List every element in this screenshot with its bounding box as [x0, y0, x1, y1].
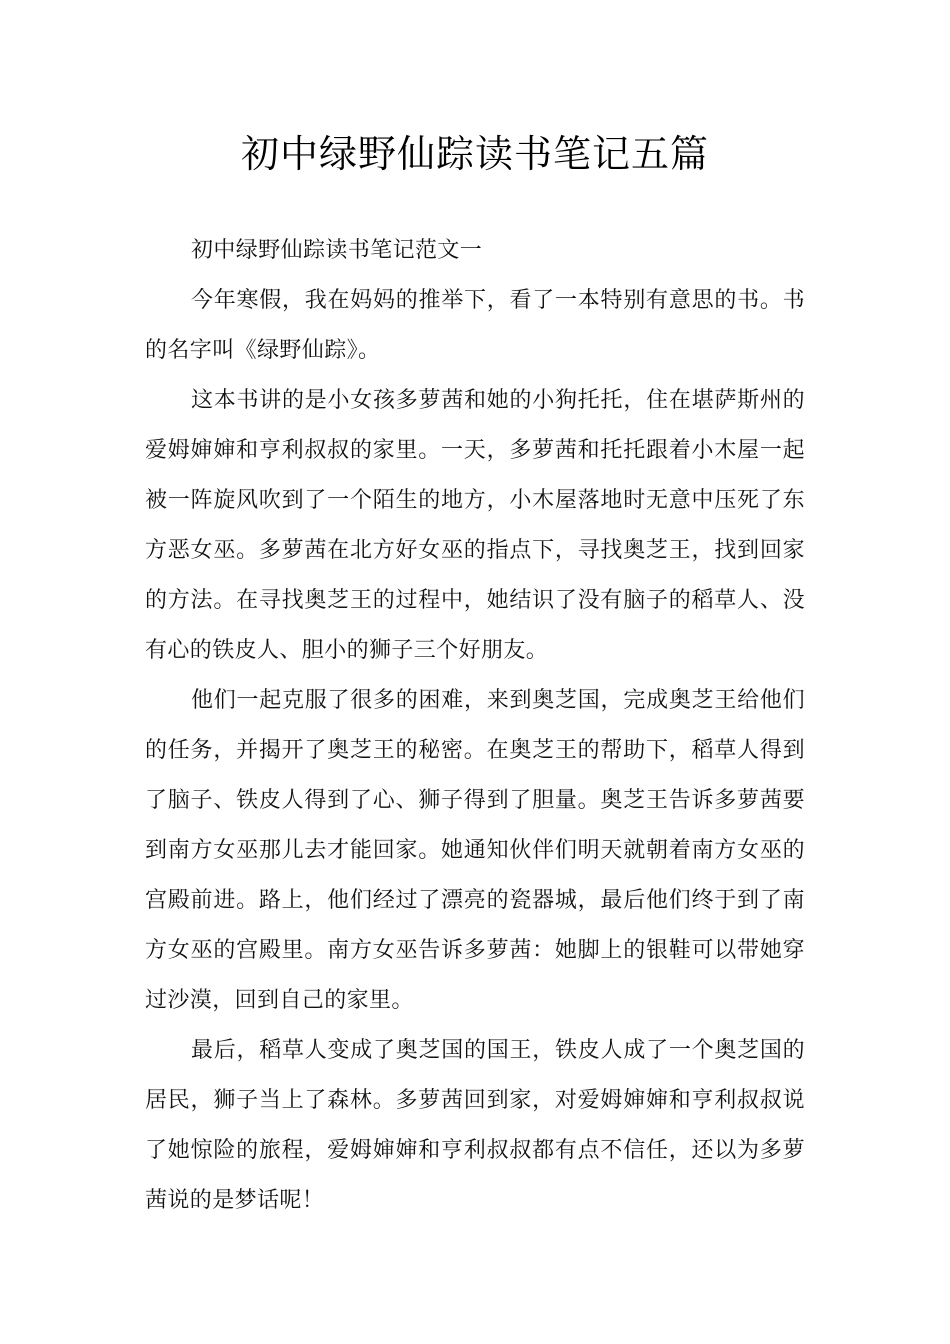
paragraph-3: 他们一起克服了很多的困难，来到奥芝国，完成奥芝王给他们的任务，并揭开了奥芝王的秘密。在奥芝王的帮助下，稻草人得到了脑子、铁皮人得到了心、狮子得到了胆量。奥芝王告诉多萝茜要到南方女巫那儿去才能回家。她通知伙伴们明天就朝着南方女巫的宫殿前进。路上，他们经过了漂亮的瓷器城，最后他们终于到了南方女巫的宫殿里。南方女巫告诉多萝茜：她脚上的银鞋可以带她穿过沙漠，回到自己的家里。 — [145, 688, 805, 1013]
paragraph-2: 这本书讲的是小女孩多萝茜和她的小狗托托，住在堪萨斯州的爱姆婶婶和亨利叔叔的家里。一天，多萝茜和托托跟着小木屋一起被一阵旋风吹到了一个陌生的地方，小木屋落地时无意中压死了东方恶女巫。多萝茜在北方好女巫的指点下，寻找奥芝王，找到回家的方法。在寻找奥芝王的过程中，她结识了没有脑子的稻草人、没有心的铁皮人、胆小的狮子三个好朋友。 — [145, 388, 805, 663]
section-heading: 初中绿野仙踪读书笔记范文一 — [191, 238, 483, 263]
document-title: 初中绿野仙踪读书笔记五篇 — [240, 132, 709, 176]
paragraph-1: 今年寒假，我在妈妈的推举下，看了一本特别有意思的书。书的名字叫《绿野仙踪》。 — [145, 288, 805, 363]
document-body — [145, 226, 805, 1226]
paragraph-4: 最后，稻草人变成了奥芝国的国王，铁皮人成了一个奥芝国的居民，狮子当上了森林。多萝茜回到家，对爱姆婶婶和亨利叔叔说了她惊险的旅程，爱姆婶婶和亨利叔叔都有点不信任，还以为多萝茜说的是梦话呢！ — [145, 1038, 805, 1213]
